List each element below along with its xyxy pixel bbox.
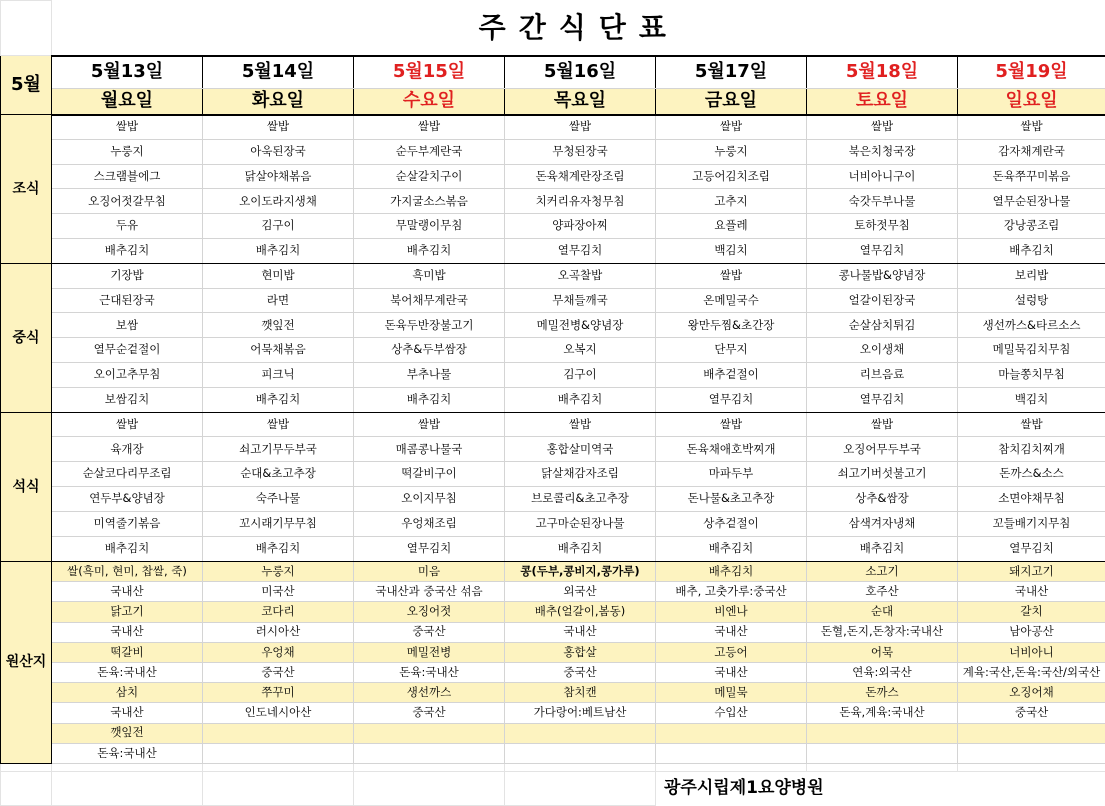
menu-item: 현미밥 (203, 263, 354, 288)
menu-item: 고추지 (656, 189, 807, 214)
menu-item: 배추김치 (203, 238, 354, 263)
origin-cell: 떡갈비 (52, 642, 203, 662)
menu-item: 상추&쌈장 (807, 486, 958, 511)
origin-cell: 중국산 (203, 662, 354, 682)
menu-item: 생선까스&타르소스 (958, 313, 1105, 338)
menu-item: 온메밀국수 (656, 288, 807, 313)
menu-item: 요플레 (656, 214, 807, 239)
menu-item: 고등어김치조림 (656, 164, 807, 189)
menu-item: 쌀밥 (656, 263, 807, 288)
menu-item: 설렁탕 (958, 288, 1105, 313)
menu-item: 쌀밥 (807, 412, 958, 437)
menu-item: 배추김치 (203, 387, 354, 412)
menu-item: 무청된장국 (505, 139, 656, 164)
origin-cell: 닭고기 (52, 602, 203, 622)
menu-item: 부추나물 (354, 362, 505, 387)
menu-item: 피크닉 (203, 362, 354, 387)
menu-item: 홍합살미역국 (505, 437, 656, 462)
menu-item: 열무김치 (656, 387, 807, 412)
origin-cell: 국내산 (52, 703, 203, 723)
menu-item: 쌀밥 (958, 412, 1105, 437)
menu-item: 숙주나물 (203, 486, 354, 511)
origin-cell: 미음 (354, 562, 505, 582)
origin-cell (505, 743, 656, 763)
menu-item: 육개장 (52, 437, 203, 462)
origin-cell: 누룽지 (203, 562, 354, 582)
origin-cell: 돈혈,돈지,돈창자:국내산 (807, 622, 958, 642)
origin-cell (656, 743, 807, 763)
empty-cell (656, 763, 807, 771)
menu-item: 열무김치 (354, 536, 505, 562)
menu-item: 너비아니구이 (807, 164, 958, 189)
origin-cell: 중국산 (958, 703, 1105, 723)
origin-cell: 돼지고기 (958, 562, 1105, 582)
weekday-header: 일요일 (958, 89, 1105, 115)
origin-cell (354, 723, 505, 743)
origin-cell: 러시아산 (203, 622, 354, 642)
menu-item: 배추김치 (505, 536, 656, 562)
menu-item: 매콤콩나물국 (354, 437, 505, 462)
page-title: 주간식단표 (52, 1, 1105, 56)
origin-cell: 국내산 (52, 582, 203, 602)
menu-item: 배추김치 (52, 238, 203, 263)
menu-item: 순살코다리무조림 (52, 462, 203, 487)
origin-cell: 미국산 (203, 582, 354, 602)
date-header: 5월15일 (354, 56, 505, 89)
origin-cell: 외국산 (505, 582, 656, 602)
menu-item: 오곡찰밥 (505, 263, 656, 288)
menu-item: 꼬시래기무무침 (203, 511, 354, 536)
origin-cell (807, 723, 958, 743)
menu-item: 쌀밥 (52, 412, 203, 437)
origin-cell: 비엔나 (656, 602, 807, 622)
origin-cell: 국내산 (656, 662, 807, 682)
menu-item: 단무지 (656, 338, 807, 363)
origin-cell: 연육:외국산 (807, 662, 958, 682)
menu-item: 쌀밥 (354, 412, 505, 437)
menu-item: 배추김치 (354, 387, 505, 412)
menu-item: 돈육채애호박찌개 (656, 437, 807, 462)
origin-cell: 돈육:국내산 (52, 743, 203, 763)
menu-item: 메밀묵김치무침 (958, 338, 1105, 363)
origin-cell: 돈육:국내산 (354, 662, 505, 682)
menu-item: 무채들깨국 (505, 288, 656, 313)
origin-cell (203, 723, 354, 743)
menu-item: 오복지 (505, 338, 656, 363)
menu-item: 두유 (52, 214, 203, 239)
menu-item: 기장밥 (52, 263, 203, 288)
menu-item: 감자채계란국 (958, 139, 1105, 164)
menu-item: 쌀밥 (52, 115, 203, 140)
origin-cell: 배추김치 (656, 562, 807, 582)
menu-item: 돈육채계란장조림 (505, 164, 656, 189)
date-header: 5월16일 (505, 56, 656, 89)
origin-cell (505, 723, 656, 743)
origin-cell: 갈치 (958, 602, 1105, 622)
origin-cell: 중국산 (354, 703, 505, 723)
menu-item: 삼색겨자냉채 (807, 511, 958, 536)
origin-cell: 국내산 (958, 582, 1105, 602)
menu-item: 김구이 (505, 362, 656, 387)
origin-cell: 수입산 (656, 703, 807, 723)
date-header: 5월14일 (203, 56, 354, 89)
menu-item: 스크램블에그 (52, 164, 203, 189)
origin-cell: 너비아니 (958, 642, 1105, 662)
menu-item: 라면 (203, 288, 354, 313)
menu-item: 열무김치 (807, 238, 958, 263)
menu-item: 순두부계란국 (354, 139, 505, 164)
empty-cell (52, 763, 203, 771)
origin-cell: 중국산 (505, 662, 656, 682)
empty-cell (505, 763, 656, 771)
menu-item: 쌀밥 (656, 412, 807, 437)
origin-cell: 국내산 (656, 622, 807, 642)
menu-item: 오징어무두부국 (807, 437, 958, 462)
menu-item: 순살삼치튀김 (807, 313, 958, 338)
meal-label: 조식 (1, 115, 52, 264)
menu-item: 김구이 (203, 214, 354, 239)
origin-cell: 가다랑어:베트남산 (505, 703, 656, 723)
empty-cell (958, 763, 1105, 771)
weekday-header: 월요일 (52, 89, 203, 115)
menu-item: 쌀밥 (656, 115, 807, 140)
menu-item: 오징어젓갈무침 (52, 189, 203, 214)
origin-cell: 코다리 (203, 602, 354, 622)
menu-item: 숙갓두부나물 (807, 189, 958, 214)
empty-cell (203, 771, 354, 805)
menu-item: 떡갈비구이 (354, 462, 505, 487)
origin-cell: 고등어 (656, 642, 807, 662)
origin-cell: 배추(얼갈이,봄동) (505, 602, 656, 622)
menu-item: 쌀밥 (505, 115, 656, 140)
origin-cell: 우엉채 (203, 642, 354, 662)
weekday-header: 화요일 (203, 89, 354, 115)
menu-item: 배추김치 (52, 536, 203, 562)
menu-item: 배추겉절이 (656, 362, 807, 387)
menu-item: 왕만두찜&초간장 (656, 313, 807, 338)
menu-item: 오이고추무침 (52, 362, 203, 387)
menu-item: 배추김치 (958, 238, 1105, 263)
origin-cell (807, 743, 958, 763)
meal-label: 중식 (1, 263, 52, 412)
menu-item: 쌀밥 (354, 115, 505, 140)
origin-cell: 오징어젓 (354, 602, 505, 622)
weekday-header: 목요일 (505, 89, 656, 115)
menu-item: 쌀밥 (958, 115, 1105, 140)
weekday-header: 토요일 (807, 89, 958, 115)
origin-cell: 인도네시아산 (203, 703, 354, 723)
origin-cell: 쌀(흑미, 현미, 찹쌀, 죽) (52, 562, 203, 582)
origin-cell: 호주산 (807, 582, 958, 602)
menu-item: 콩나물밥&양념장 (807, 263, 958, 288)
origin-cell: 중국산 (354, 622, 505, 642)
menu-item: 순살갈치구이 (354, 164, 505, 189)
origin-cell: 어묵 (807, 642, 958, 662)
empty-cell (354, 771, 505, 805)
origin-cell: 오징어채 (958, 683, 1105, 703)
empty-cell (1, 763, 52, 771)
menu-item: 돈나물&초고추장 (656, 486, 807, 511)
meal-label: 석식 (1, 412, 52, 561)
menu-item: 꼬들배기지무침 (958, 511, 1105, 536)
menu-item: 마파두부 (656, 462, 807, 487)
menu-item: 오이지무침 (354, 486, 505, 511)
origin-cell: 참치캔 (505, 683, 656, 703)
menu-item: 토하젓무침 (807, 214, 958, 239)
menu-item: 보쌈 (52, 313, 203, 338)
origin-cell: 배추, 고춧가루:중국산 (656, 582, 807, 602)
menu-item: 치커리유자청무침 (505, 189, 656, 214)
menu-item: 상추&두부쌈장 (354, 338, 505, 363)
origin-cell: 국내산 (505, 622, 656, 642)
weekday-header: 수요일 (354, 89, 505, 115)
menu-item: 돈육두반장불고기 (354, 313, 505, 338)
menu-item: 열무김치 (958, 536, 1105, 562)
menu-item: 소면야채무침 (958, 486, 1105, 511)
origin-cell: 깻잎전 (52, 723, 203, 743)
menu-item: 닭살채감자조림 (505, 462, 656, 487)
origin-cell: 홍합살 (505, 642, 656, 662)
menu-item: 아욱된장국 (203, 139, 354, 164)
origin-cell: 돈육,계육:국내산 (807, 703, 958, 723)
origin-cell: 쭈꾸미 (203, 683, 354, 703)
menu-item: 배추김치 (203, 536, 354, 562)
menu-item: 쌀밥 (203, 412, 354, 437)
menu-item: 보쌈김치 (52, 387, 203, 412)
origin-cell: 메밀묵 (656, 683, 807, 703)
menu-item: 쌀밥 (807, 115, 958, 140)
origin-cell: 계육:국산,돈육:국산/외국산 (958, 662, 1105, 682)
menu-item: 돈까스&소스 (958, 462, 1105, 487)
menu-item: 열무김치 (807, 387, 958, 412)
menu-item: 흑미밥 (354, 263, 505, 288)
origin-cell (354, 743, 505, 763)
menu-item: 순대&초고추장 (203, 462, 354, 487)
menu-item: 고구마순된장나물 (505, 511, 656, 536)
menu-item: 배추김치 (505, 387, 656, 412)
menu-item: 무말랭이무침 (354, 214, 505, 239)
date-header: 5월13일 (52, 56, 203, 89)
origin-cell: 소고기 (807, 562, 958, 582)
origin-cell (958, 723, 1105, 743)
menu-item: 미역줄기볶음 (52, 511, 203, 536)
menu-item: 백김치 (656, 238, 807, 263)
menu-item: 연두부&양념장 (52, 486, 203, 511)
menu-item: 열무순된장나물 (958, 189, 1105, 214)
hospital-name: 광주시립제1요양병원 (656, 771, 1105, 805)
date-header: 5월18일 (807, 56, 958, 89)
menu-item: 가지굴소스볶음 (354, 189, 505, 214)
origin-cell: 순대 (807, 602, 958, 622)
menu-item: 리브음료 (807, 362, 958, 387)
menu-item: 북어채무계란국 (354, 288, 505, 313)
empty-cell (52, 771, 203, 805)
menu-item: 쇠고기버섯불고기 (807, 462, 958, 487)
menu-item: 배추김치 (807, 536, 958, 562)
origin-cell: 국내산 (52, 622, 203, 642)
menu-item: 쌀밥 (203, 115, 354, 140)
menu-item: 누룽지 (52, 139, 203, 164)
month-label: 5월 (1, 56, 52, 115)
menu-item: 깻잎전 (203, 313, 354, 338)
empty-cell (203, 763, 354, 771)
menu-item: 근대된장국 (52, 288, 203, 313)
origin-cell (958, 743, 1105, 763)
menu-item: 어묵채볶음 (203, 338, 354, 363)
origin-cell: 국내산과 중국산 섞음 (354, 582, 505, 602)
menu-item: 얼갈이된장국 (807, 288, 958, 313)
menu-item: 보리밥 (958, 263, 1105, 288)
date-header: 5월19일 (958, 56, 1105, 89)
corner-cell (1, 1, 52, 56)
origin-cell: 메밀전병 (354, 642, 505, 662)
origin-cell (656, 723, 807, 743)
origin-cell: 남아공산 (958, 622, 1105, 642)
origin-cell: 돈까스 (807, 683, 958, 703)
menu-item: 참치김치찌개 (958, 437, 1105, 462)
weekday-header: 금요일 (656, 89, 807, 115)
empty-cell (807, 763, 958, 771)
menu-item: 배추김치 (656, 536, 807, 562)
menu-item: 쇠고기무두부국 (203, 437, 354, 462)
menu-item: 오이도라지생채 (203, 189, 354, 214)
empty-cell (354, 763, 505, 771)
origin-cell: 생선까스 (354, 683, 505, 703)
menu-item: 브로콜리&초고추장 (505, 486, 656, 511)
menu-item: 메밀전병&양념장 (505, 313, 656, 338)
empty-cell (505, 771, 656, 805)
menu-item: 마늘쫑치무침 (958, 362, 1105, 387)
origin-cell: 콩(두부,콩비지,콩가루) (505, 562, 656, 582)
menu-item: 우엉채조림 (354, 511, 505, 536)
menu-item: 누룽지 (656, 139, 807, 164)
origin-cell: 삼치 (52, 683, 203, 703)
empty-cell (1, 771, 52, 805)
menu-item: 백김치 (958, 387, 1105, 412)
menu-item: 열무김치 (505, 238, 656, 263)
menu-item: 북은치청국장 (807, 139, 958, 164)
menu-item: 양파장아찌 (505, 214, 656, 239)
origin-cell: 돈육:국내산 (52, 662, 203, 682)
menu-item: 오이생채 (807, 338, 958, 363)
menu-item: 강낭콩조림 (958, 214, 1105, 239)
menu-item: 닭살야채볶음 (203, 164, 354, 189)
origin-label: 원산지 (1, 562, 52, 764)
menu-item: 배추김치 (354, 238, 505, 263)
date-header: 5월17일 (656, 56, 807, 89)
menu-item: 쌀밥 (505, 412, 656, 437)
menu-item: 상추겉절이 (656, 511, 807, 536)
menu-item: 돈육쭈꾸미볶음 (958, 164, 1105, 189)
origin-cell (203, 743, 354, 763)
menu-item: 열무순겉절이 (52, 338, 203, 363)
